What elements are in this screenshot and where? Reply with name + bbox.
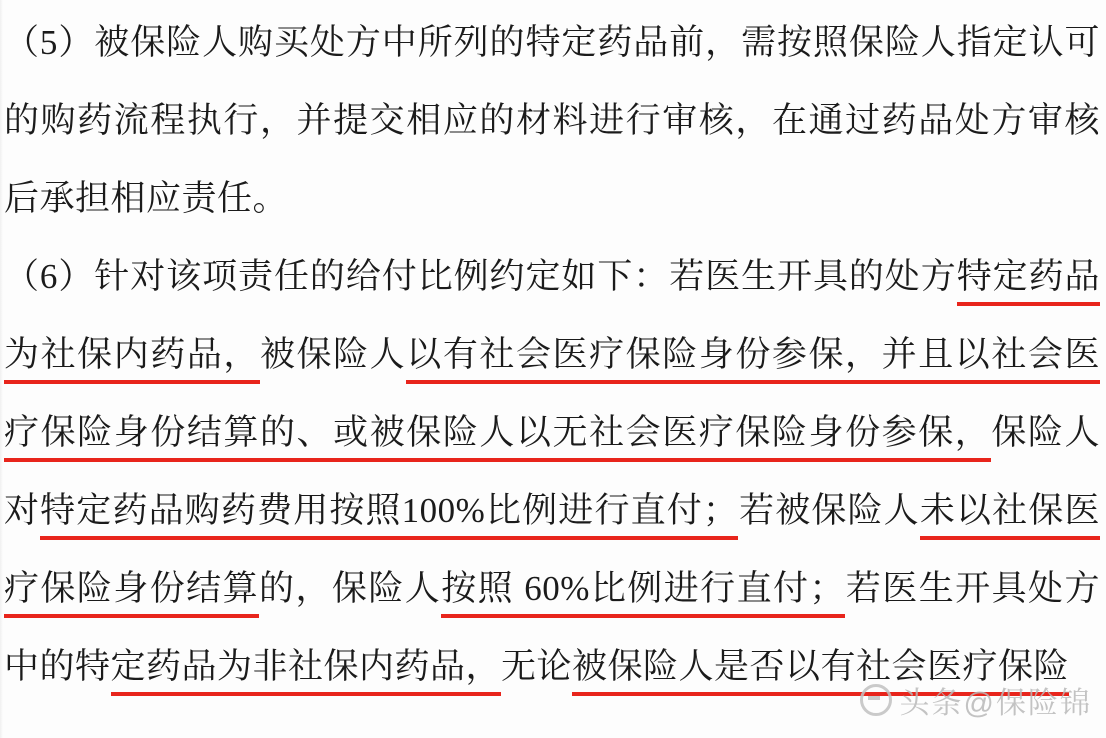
clause-6-run-6: 保险人对 — [4, 413, 1100, 530]
clause-6-run-13-highlight: 定药品为非社保内药品， — [111, 647, 502, 696]
clause-6-run-1-highlight: 特定药品为社保内药品， — [4, 257, 1100, 384]
clause-6-run-8: 若被保险人 — [738, 491, 920, 530]
clause-6-run-15-highlight: 被保险人是否以有社会医疗保险 — [572, 647, 1069, 696]
clause-6-run-4-highlight: 并且以社会医疗保险身份结算的、或 — [4, 335, 1100, 462]
clause-5-text: （5）被保险人购买处方中所列的特定药品前，需按照保险人指定认可的购药流程执行，并提交相应的材料进行审核，在通过药品处方审核后承担相应责任。 — [4, 23, 1100, 218]
clause-6-run-0: （6）针对该项责任的给付比例约定如下：若医生开具的处方 — [4, 257, 957, 296]
paragraph-clause-5 — [0, 4, 1106, 238]
paragraph-clause-6 — [0, 238, 1106, 706]
clause-6-run-14: 无论 — [501, 647, 573, 686]
clause-6-run-7-highlight: 特定药品购药费用按照100%比例进行直付； — [40, 491, 738, 540]
clause-6-run-11-highlight: 按照 60%比例进行直付； — [441, 569, 845, 618]
clause-6-run-3-highlight: 以有社会医疗保险身份参保， — [406, 335, 881, 384]
watermark-label: 头条@保险锦 — [899, 687, 1092, 720]
clause-6-run-10: 的，保险人 — [259, 569, 442, 608]
clause-6-run-12: 若医生开具处方中的特 — [4, 569, 1100, 686]
clause-6-run-5-highlight: 被保险人以无社会医疗保险身份参保， — [370, 413, 992, 462]
clause-6-run-2: 被保险人 — [259, 335, 407, 374]
clause-6-run-9-highlight: 未以社保医疗保险身份结算 — [4, 491, 1100, 618]
